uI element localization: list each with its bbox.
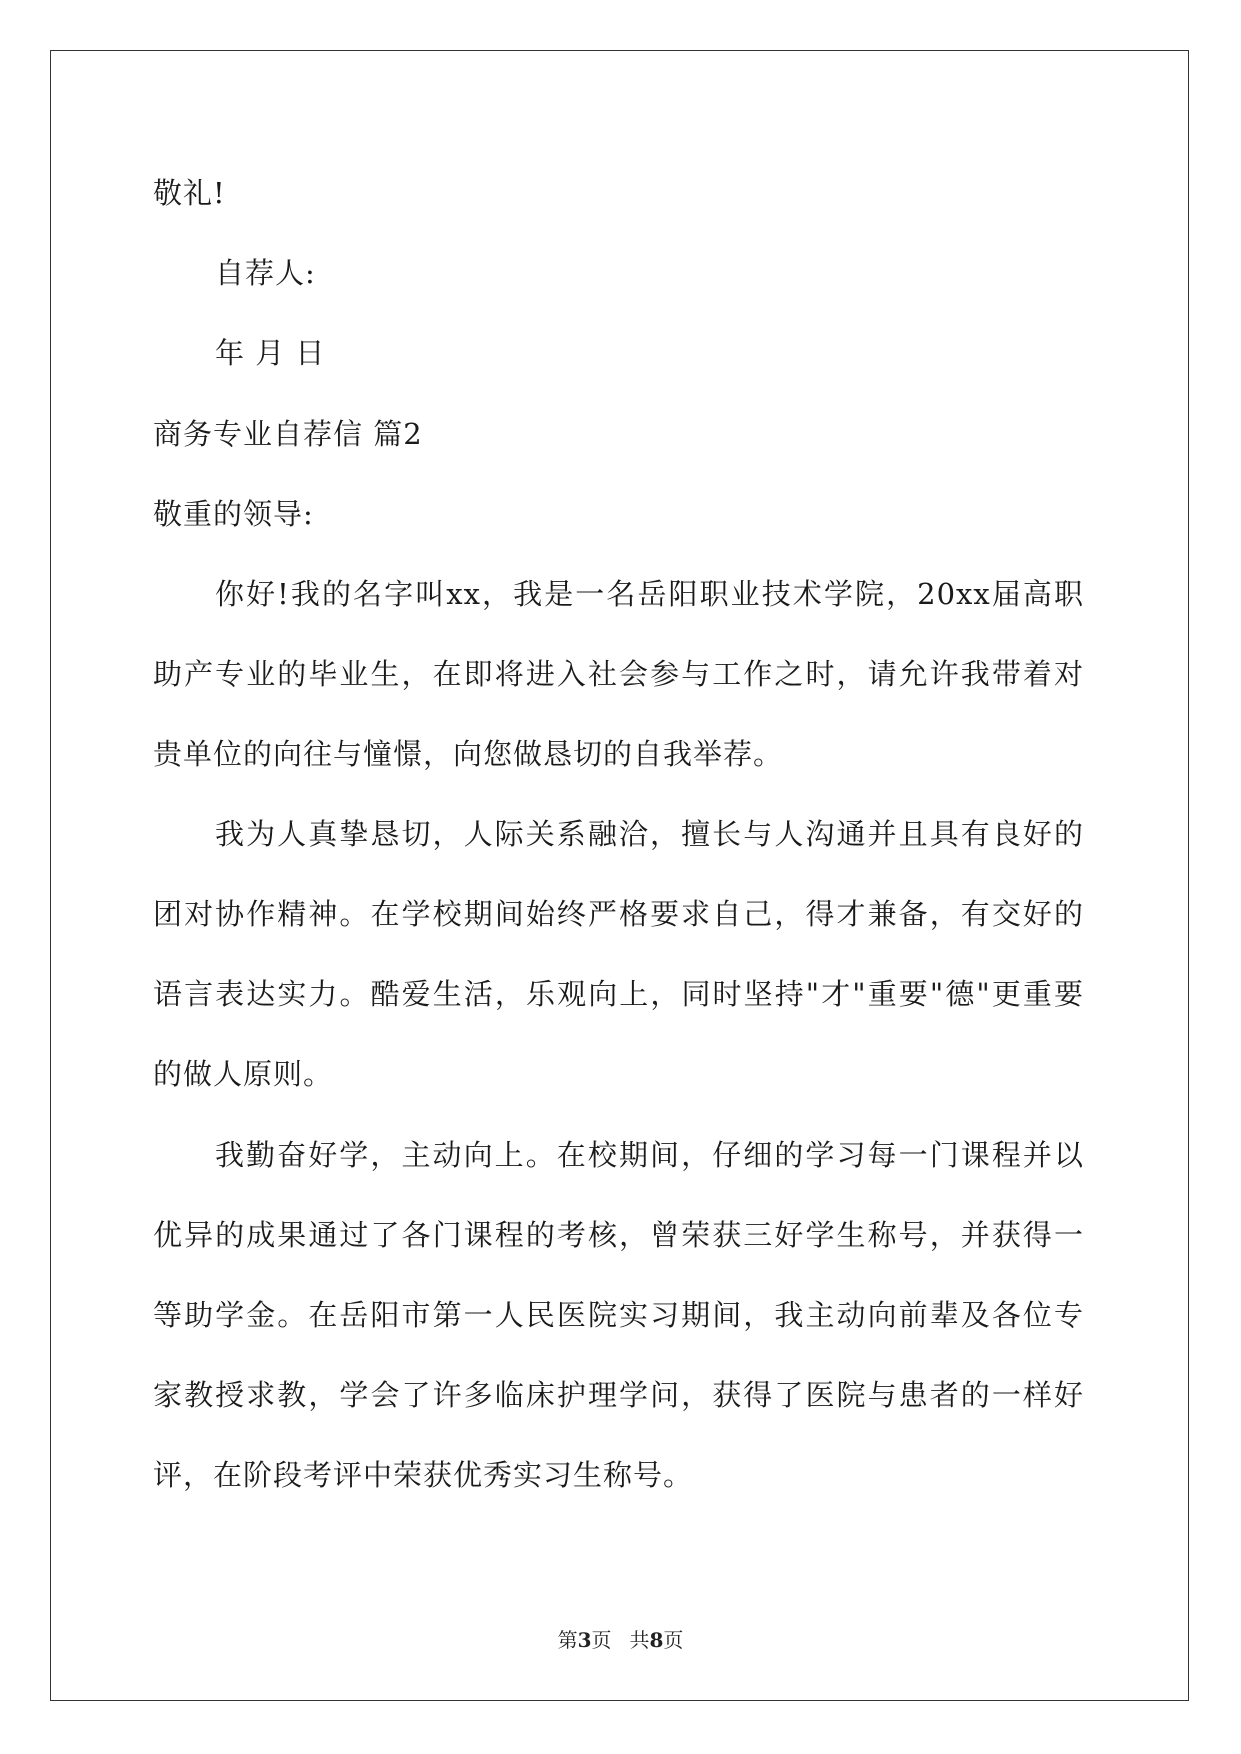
paragraph-line: 你好!我的名字叫xx，我是一名岳阳职业技术学院，20xx届高职: [215, 577, 1084, 611]
page-suffix: 页: [591, 1628, 612, 1652]
page-footer: [0, 1626, 1241, 1654]
signature-label: 自荐人:: [215, 256, 316, 290]
paragraph-line: 语言表达实力。酷爱生活，乐观向上，同时坚持"才"重要"德"更重要: [153, 977, 1084, 1011]
paragraph-line: 我为人真挚恳切，人际关系融洽，擅长与人沟通并且具有良好的: [215, 817, 1084, 851]
paragraph-line: 贵单位的向往与憧憬，向您做恳切的自我举荐。: [153, 737, 784, 771]
paragraph-line: 评，在阶段考评中荣获优秀实习生称号。: [153, 1458, 694, 1492]
greeting: 敬重的领导:: [153, 497, 314, 531]
closing-salutation: 敬礼!: [153, 176, 226, 210]
page-prefix: 第: [557, 1628, 578, 1652]
current-page-number: 3: [577, 1628, 592, 1652]
page-border: [50, 50, 1189, 1701]
section-heading: 商务专业自荐信 篇2: [153, 417, 423, 451]
paragraph-line: 家教授求教，学会了许多临床护理学问，获得了医院与患者的一样好: [153, 1378, 1084, 1412]
paragraph-line: 等助学金。在岳阳市第一人民医院实习期间，我主动向前辈及各位专: [153, 1298, 1084, 1332]
total-prefix: 共: [629, 1628, 650, 1652]
paragraph-line: 的做人原则。: [153, 1057, 334, 1091]
paragraph-line: 我勤奋好学，主动向上。在校期间，仔细的学习每一门课程并以: [215, 1138, 1084, 1172]
total-suffix: 页: [663, 1628, 684, 1652]
paragraph-line: 团对协作精神。在学校期间始终严格要求自己，得才兼备，有交好的: [153, 897, 1084, 931]
total-page-number: 8: [649, 1628, 664, 1652]
paragraph-line: 优异的成果通过了各门课程的考核，曾荣获三好学生称号，并获得一: [153, 1218, 1084, 1252]
paragraph-line: 助产专业的毕业生，在即将进入社会参与工作之时，请允许我带着对: [153, 657, 1084, 691]
date-placeholder: 年 月 日: [215, 336, 326, 370]
